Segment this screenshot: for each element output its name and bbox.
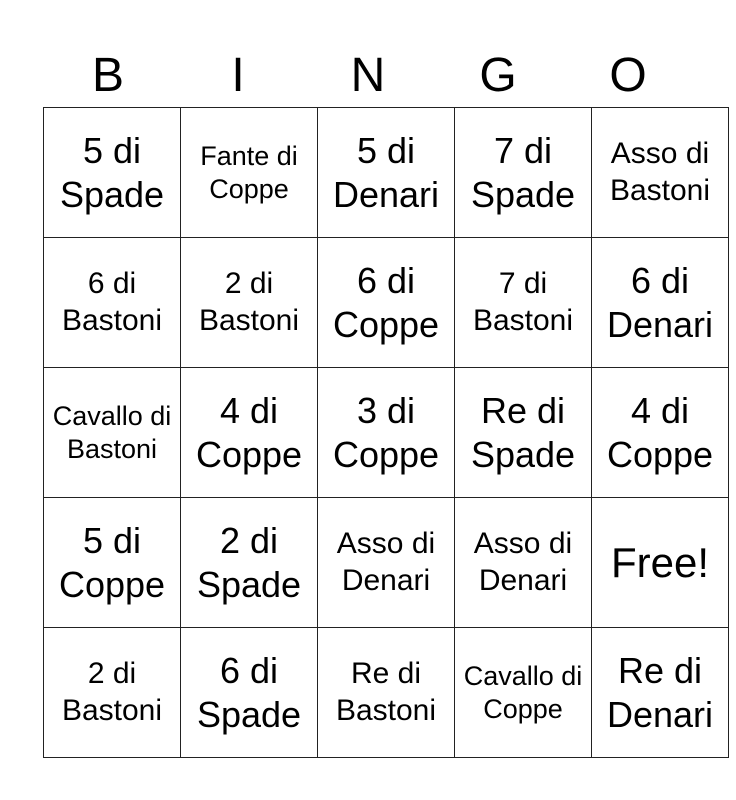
bingo-cell[interactable]: 6 di Spade — [181, 628, 318, 758]
bingo-cell[interactable]: 7 di Bastoni — [455, 238, 592, 368]
bingo-cell[interactable]: 5 di Coppe — [44, 498, 181, 628]
bingo-cell[interactable]: Asso di Denari — [318, 498, 455, 628]
bingo-cell[interactable]: Asso di Denari — [455, 498, 592, 628]
header-letter-n: N — [350, 49, 386, 102]
header-letter-i: I — [231, 49, 245, 102]
bingo-cell[interactable]: 4 di Coppe — [181, 368, 318, 498]
board-row — [44, 498, 729, 628]
board-row — [44, 628, 729, 758]
bingo-cell[interactable]: 2 di Bastoni — [44, 628, 181, 758]
header-letter-o: O — [609, 49, 647, 102]
bingo-cell[interactable]: Re di Denari — [592, 628, 729, 758]
header-letter-b: B — [91, 49, 124, 102]
bingo-board — [43, 107, 729, 758]
free-space-cell[interactable]: Free! — [592, 498, 729, 628]
bingo-header — [43, 44, 693, 108]
bingo-cell[interactable]: 5 di Denari — [318, 108, 455, 238]
bingo-cell[interactable]: Re di Spade — [455, 368, 592, 498]
bingo-cell[interactable]: 4 di Coppe — [592, 368, 729, 498]
bingo-cell[interactable]: 6 di Coppe — [318, 238, 455, 368]
bingo-cell[interactable]: 3 di Coppe — [318, 368, 455, 498]
bingo-cell[interactable]: 6 di Denari — [592, 238, 729, 368]
bingo-cell[interactable]: Cavallo di Bastoni — [44, 368, 181, 498]
bingo-cell[interactable]: 2 di Bastoni — [181, 238, 318, 368]
bingo-cell[interactable]: 2 di Spade — [181, 498, 318, 628]
bingo-cell[interactable]: Cavallo di Coppe — [455, 628, 592, 758]
board-row — [44, 238, 729, 368]
bingo-cell[interactable]: 5 di Spade — [44, 108, 181, 238]
header-letter-g: G — [479, 49, 517, 102]
bingo-cell[interactable]: Fante di Coppe — [181, 108, 318, 238]
bingo-cell[interactable]: Asso di Bastoni — [592, 108, 729, 238]
bingo-cell[interactable]: Re di Bastoni — [318, 628, 455, 758]
board-row — [44, 108, 729, 238]
bingo-cell[interactable]: 6 di Bastoni — [44, 238, 181, 368]
bingo-cell[interactable]: 7 di Spade — [455, 108, 592, 238]
board-row — [44, 368, 729, 498]
